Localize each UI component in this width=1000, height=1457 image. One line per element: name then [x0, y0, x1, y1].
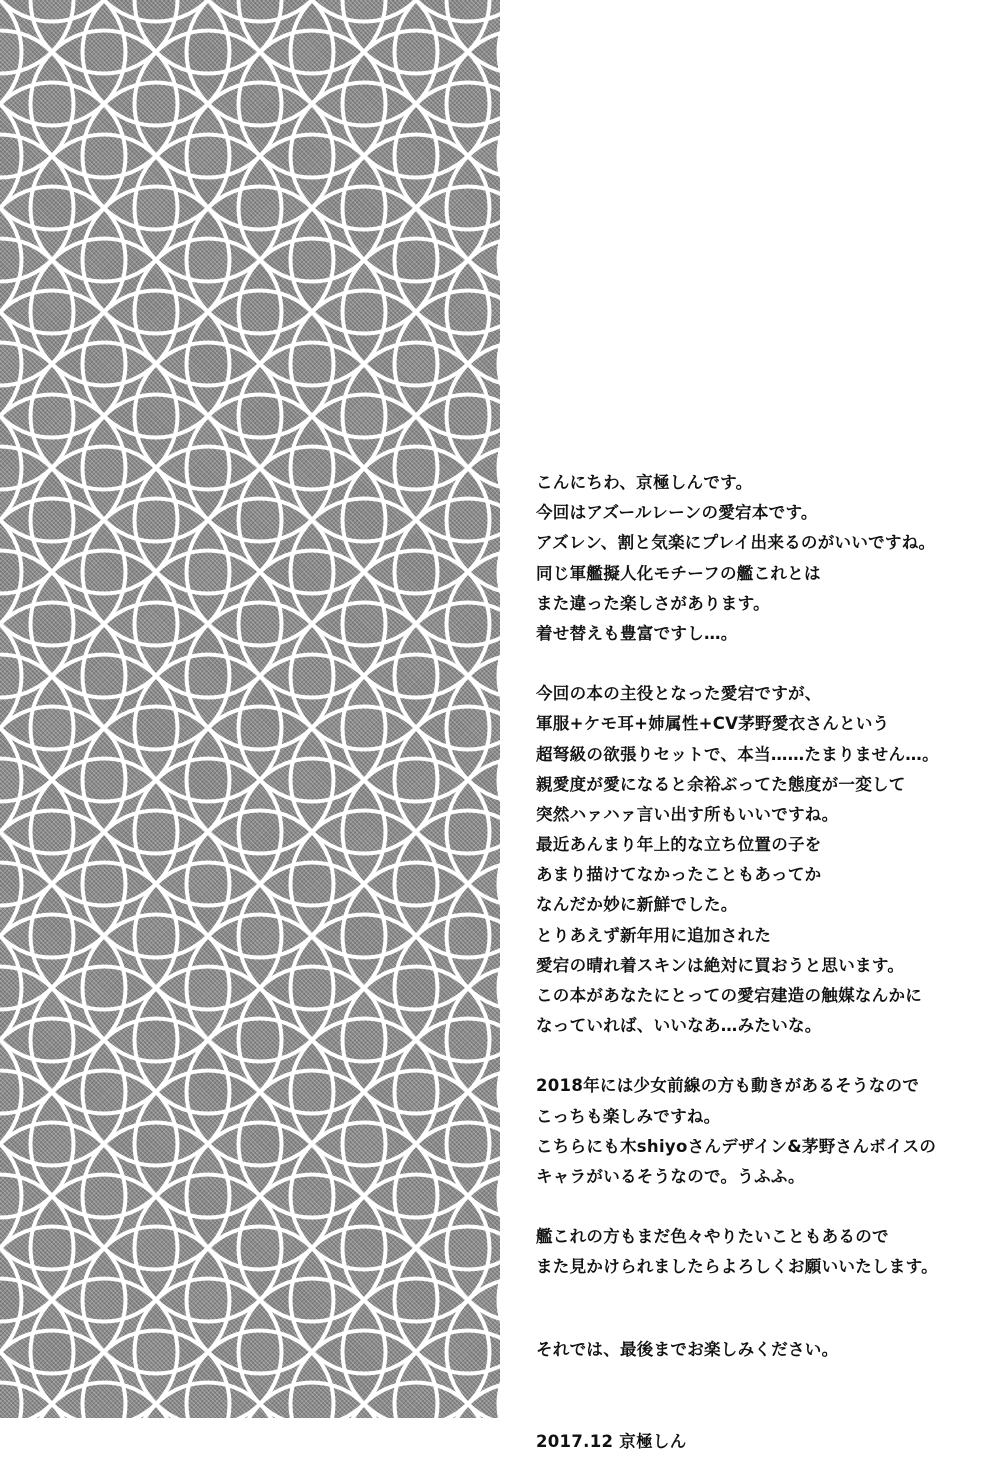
afterword-text — [536, 468, 986, 1457]
pattern-circle — [499, 603, 501, 750]
pattern-circle — [447, 655, 501, 802]
pattern-circle — [0, 239, 74, 386]
pattern-circle — [0, 1071, 74, 1218]
pattern-circle — [447, 447, 501, 594]
pattern-circle — [499, 1019, 501, 1166]
text-line: 愛宕の晴れ着スキンは絶対に買おうと思います。 — [536, 955, 905, 975]
pattern-circle — [447, 1071, 501, 1218]
pattern-circle — [447, 967, 501, 1114]
text-line: とりあえず新年用に追加された — [536, 925, 772, 945]
pattern-circle — [499, 187, 501, 334]
pattern-circle — [239, 0, 386, 74]
text-line: また違った楽しさがあります。 — [536, 593, 770, 613]
text-line: 今回の本の主役となった愛宕ですが、 — [536, 684, 822, 704]
pattern-circle — [0, 31, 74, 178]
text-line: 軍服+ケモ耳+姉属性+CV茅野愛衣さんという — [536, 714, 890, 734]
pattern-circle — [499, 395, 501, 542]
pattern-circle — [447, 239, 501, 386]
text-line: こっちも楽しみですね。 — [536, 1106, 721, 1126]
pattern-circle — [447, 1175, 501, 1322]
text-line: なんだか妙に新鮮でした。 — [536, 895, 738, 915]
closing-line: それでは、最後までお楽しみください。 — [536, 1339, 839, 1359]
pattern-circle — [499, 1123, 501, 1270]
pattern-circle — [0, 135, 74, 282]
pattern-circle — [0, 863, 74, 1010]
pattern-circle — [239, 1383, 386, 1419]
pattern-circle — [0, 447, 74, 594]
pattern-circle — [447, 863, 501, 1010]
decorative-circle-pattern — [0, 0, 500, 1418]
paragraph-gap — [536, 1283, 986, 1335]
pattern-circle — [447, 31, 501, 178]
pattern-circle — [447, 759, 501, 906]
text-line: こんにちわ、京極しんです。 — [536, 473, 753, 492]
pattern-circle — [447, 551, 501, 698]
pattern-circle — [447, 343, 501, 490]
pattern-circle — [447, 135, 501, 282]
pattern-circle — [0, 655, 74, 802]
text-line: 最近あんまり年上的な立ち位置の子を — [536, 835, 822, 855]
pattern-circle — [135, 0, 282, 74]
text-line: 2018年には少女前線の方も動きがあるそうなので — [536, 1076, 920, 1096]
pattern-circle — [0, 551, 74, 698]
text-line: あまり描けてなかったこともあってか — [536, 865, 822, 885]
text-line: アズレン、割と気楽にプレイ出来るのがいいですね。 — [536, 533, 936, 553]
paragraph-gap — [536, 1192, 986, 1222]
pattern-circle — [499, 915, 501, 1062]
text-line: 突然ハァハァ言い出す所もいいですね。 — [536, 804, 839, 824]
pattern-circle — [0, 967, 74, 1114]
paragraph-gap — [536, 649, 986, 679]
paragraph-gap — [536, 1365, 986, 1427]
pattern-circle — [499, 83, 501, 230]
text-line: 親愛度が愛になると余裕ぶってた態度が一変して — [536, 774, 906, 794]
pattern-circle — [499, 0, 501, 126]
text-line: 超弩級の欲張りセットで、本当……たまりません…。 — [536, 744, 939, 764]
text-line: こちらにも木shiyoさんデザイン&茅野さんボイスの — [536, 1136, 937, 1156]
paragraph-gap — [536, 1041, 986, 1071]
pattern-circle — [499, 0, 501, 22]
signature-date-author: 2017.12 京極しん — [536, 1431, 687, 1451]
pattern-circle — [0, 759, 74, 906]
text-line: 同じ軍艦擬人化モチーフの艦これとは — [536, 563, 821, 583]
pattern-circle — [343, 0, 490, 74]
pattern-circle — [0, 343, 74, 490]
pattern-circle — [0, 1175, 74, 1322]
pattern-circle — [499, 811, 501, 958]
text-line: この本があなたにとっての愛宕建造の触媒なんかに — [536, 986, 923, 1005]
text-line: 艦これの方もまだ色々やりたいこともあるので — [536, 1227, 889, 1247]
text-line: 今回はアズールレーンの愛宕本です。 — [536, 503, 818, 523]
text-line: キャラがいるそうなので。うふふ。 — [536, 1166, 805, 1186]
text-line: また見かけられましたらよろしくお願いいたします。 — [536, 1257, 938, 1277]
pattern-circle — [499, 707, 501, 854]
pattern-circle — [135, 1383, 282, 1419]
pattern-circle — [499, 291, 501, 438]
circle-lattice-graphic — [0, 0, 500, 1418]
pattern-circle — [499, 1227, 501, 1374]
pattern-circle — [31, 0, 178, 74]
pattern-circle — [31, 1383, 178, 1419]
pattern-circle — [499, 1331, 501, 1419]
pattern-circle — [499, 499, 501, 646]
pattern-circle — [343, 1383, 490, 1419]
text-line: 着せ替えも豊富ですし…。 — [536, 623, 738, 643]
text-line: なっていれば、いいなあ…みたいな。 — [536, 1016, 822, 1036]
